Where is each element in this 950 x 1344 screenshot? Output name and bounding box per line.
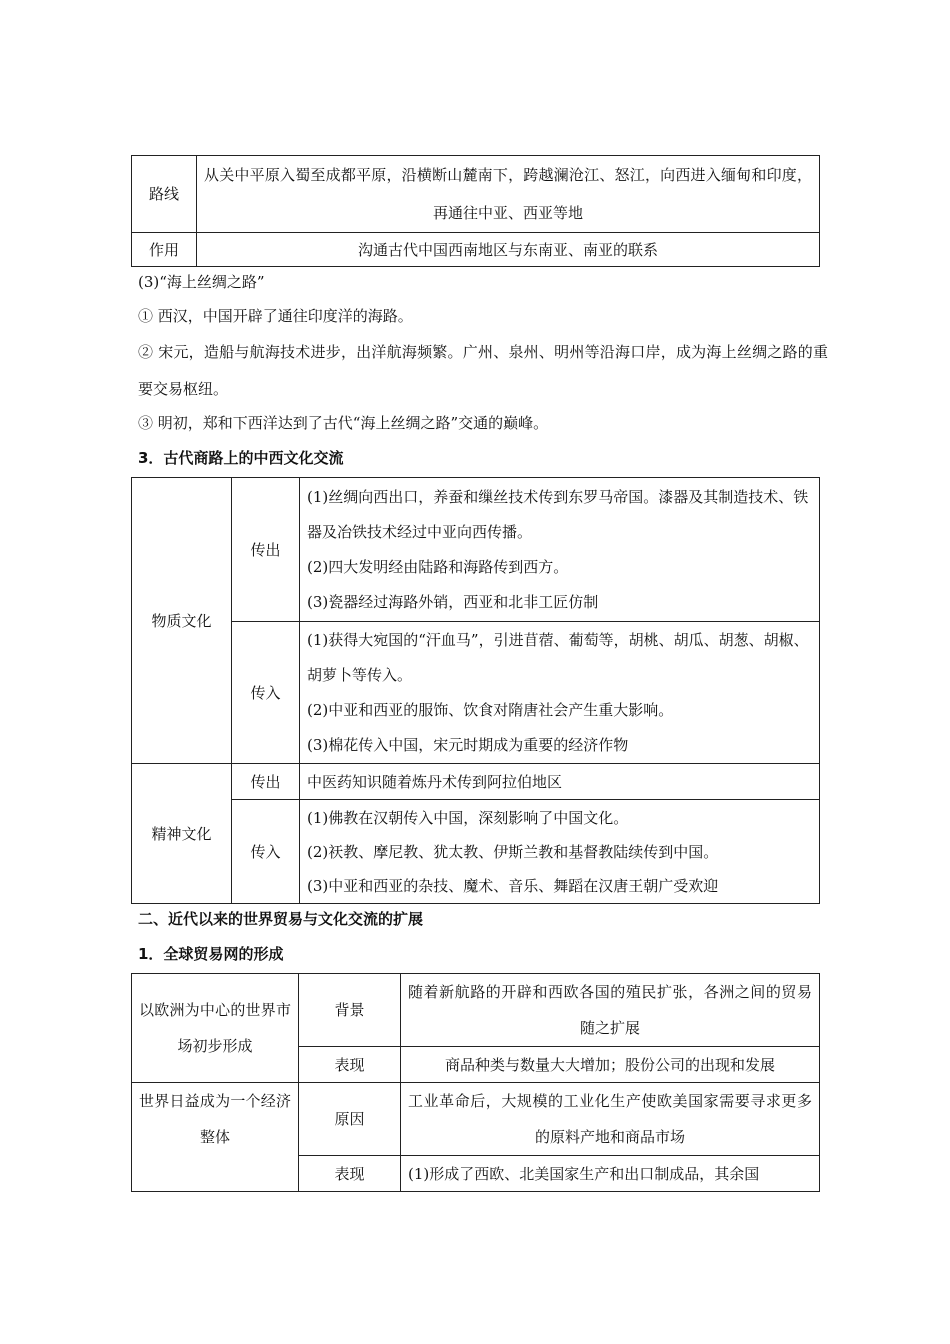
- material-in-item: (1)获得大宛国的“汗血马”，引进苜蓿、葡萄等，胡桃、胡瓜、胡葱、胡椒、胡萝卜等传入。: [307, 630, 809, 684]
- part-2-sub-1: 1．全球贸易网的形成: [138, 945, 284, 963]
- section-3-title: 3．古代商路上的中西文化交流: [138, 449, 344, 467]
- material-in-label: 传入: [232, 622, 300, 764]
- maritime-item: ② 宋元，造船与航海技术进步，出洋航海频繁。广州、泉州、明州等沿海口岸，成为海上丝绸之路的重要交易枢纽。: [138, 343, 828, 398]
- material-culture-label: 物质文化: [132, 478, 232, 764]
- global-trade-table: [131, 973, 820, 1192]
- material-in-cell: [300, 622, 820, 764]
- material-in-item: (2)中亚和西亚的服饰、饮食对隋唐社会产生重大影响。: [307, 700, 674, 719]
- spiritual-in-cell: [300, 800, 820, 904]
- maritime-item: ① 西汉，中国开辟了通往印度洋的海路。: [138, 307, 413, 325]
- maritime-heading: (3)“海上丝绸之路”: [138, 273, 265, 291]
- spiritual-culture-label: 精神文化: [132, 764, 232, 904]
- spiritual-in-item: (2)祆教、摩尼教、犹太教、伊斯兰教和基督教陆续传到中国。: [307, 842, 719, 861]
- material-out-item: (3)瓷器经过海路外销，西亚和北非工匠仿制: [307, 592, 599, 611]
- spiritual-in-item: (1)佛教在汉朝传入中国，深刻影响了中国文化。: [307, 808, 629, 827]
- effect-label: 作用: [132, 233, 197, 267]
- material-out-cell: [300, 478, 820, 622]
- background-text: 随着新航路的开辟和西欧各国的殖民扩张，各洲之间的贸易随之扩展: [401, 974, 820, 1047]
- material-out-item: (2)四大发明经由陆路和海路传到西方。: [307, 557, 569, 576]
- spiritual-in-item: (3)中亚和西亚的杂技、魔术、音乐、舞蹈在汉唐王朝广受欢迎: [307, 876, 719, 895]
- manifestation-text-2: (1)形成了西欧、北美国家生产和出口制成品，其余国: [401, 1156, 820, 1192]
- cause-text: 工业革命后，大规模的工业化生产使欧美国家需要寻求更多的原料产地和商品市场: [401, 1083, 820, 1156]
- spiritual-out-label: 传出: [232, 764, 300, 800]
- route-label: 路线: [132, 156, 197, 233]
- background-label: 背景: [299, 974, 401, 1047]
- material-out-item: (1)丝绸向西出口，养蚕和缫丝技术传到东罗马帝国。漆器及其制造技术、铁器及冶铁技术经过中亚向西传播。: [307, 487, 809, 541]
- cause-label: 原因: [299, 1083, 401, 1156]
- manifestation-label: 表现: [299, 1047, 401, 1083]
- maritime-item: ③ 明初，郑和下西洋达到了古代“海上丝绸之路”交通的巅峰。: [138, 414, 549, 432]
- spiritual-out-text: 中医药知识随着炼丹术传到阿拉伯地区: [300, 764, 820, 800]
- material-out-label: 传出: [232, 478, 300, 622]
- route-table: [131, 155, 820, 267]
- economic-whole-label: 世界日益成为一个经济整体: [132, 1083, 299, 1192]
- spiritual-in-label: 传入: [232, 800, 300, 904]
- material-in-item: (3)棉花传入中国，宋元时期成为重要的经济作物: [307, 735, 629, 754]
- route-text: 从关中平原入蜀至成都平原，沿横断山麓南下，跨越澜沧江、怒江，向西进入缅甸和印度，再通往中亚、西亚等地: [197, 156, 820, 233]
- world-market-label: 以欧洲为中心的世界市场初步形成: [132, 974, 299, 1083]
- part-2-title: 二、近代以来的世界贸易与文化交流的扩展: [138, 910, 424, 928]
- culture-exchange-table: [131, 477, 820, 904]
- manifestation-label-2: 表现: [299, 1156, 401, 1192]
- effect-text: 沟通古代中国西南地区与东南亚、南亚的联系: [197, 233, 820, 267]
- manifestation-text: 商品种类与数量大大增加；股份公司的出现和发展: [401, 1047, 820, 1083]
